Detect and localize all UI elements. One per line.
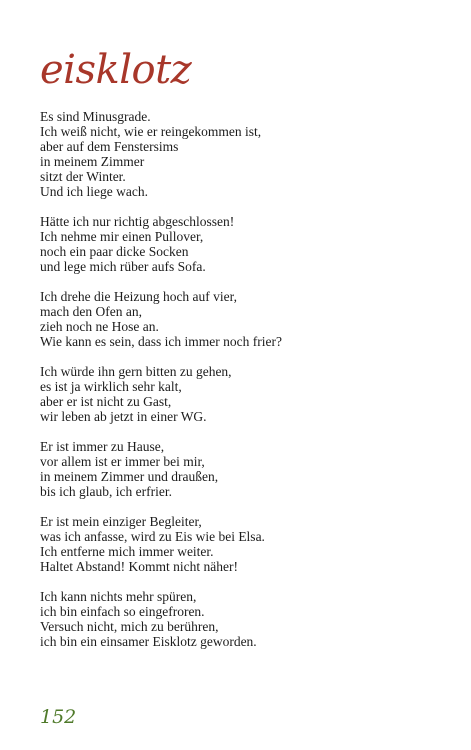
- poem-line: aber auf dem Fenstersims: [40, 139, 179, 154]
- poem-line: Versuch nicht, mich zu berühren,: [40, 619, 219, 634]
- poem-line: Wie kann es sein, dass ich immer noch frier?: [40, 334, 282, 349]
- stanza-7: [40, 589, 460, 649]
- poem-title: eisklotz: [40, 47, 192, 93]
- poem-line: Ich weiß nicht, wie er reingekommen ist,: [40, 124, 262, 139]
- stanza-3: [40, 289, 460, 349]
- poem-line: noch ein paar dicke Socken: [40, 244, 189, 259]
- poem-line: sitzt der Winter.: [40, 169, 126, 184]
- stanza-6: [40, 514, 460, 574]
- poem-line: es ist ja wirklich sehr kalt,: [40, 379, 182, 394]
- poem-line: Er ist immer zu Hause,: [40, 439, 165, 454]
- poem-line: in meinem Zimmer und draußen,: [40, 469, 219, 484]
- poem-line: und lege mich rüber aufs Sofa.: [40, 259, 206, 274]
- page-number: 152: [40, 706, 77, 728]
- poem-line: Er ist mein einziger Begleiter,: [40, 514, 202, 529]
- poem-line: vor allem ist er immer bei mir,: [40, 454, 205, 469]
- stanza-4: [40, 364, 460, 424]
- stanza-5: [40, 439, 460, 499]
- poem-line: Ich nehme mir einen Pullover,: [40, 229, 204, 244]
- poem-line: Hätte ich nur richtig abgeschlossen!: [40, 214, 235, 229]
- stanza-2: [40, 214, 460, 274]
- stanza-1: [40, 109, 460, 199]
- poem-line: ich bin einfach so eingefroren.: [40, 604, 205, 619]
- poem-line: Ich drehe die Heizung hoch auf vier,: [40, 289, 237, 304]
- poem-line: bis ich glaub, ich erfrier.: [40, 484, 172, 499]
- poem-line: aber er ist nicht zu Gast,: [40, 394, 172, 409]
- poem-line: Ich entferne mich immer weiter.: [40, 544, 214, 559]
- poem-line: Haltet Abstand! Kommt nicht näher!: [40, 559, 238, 574]
- poem-line: zieh noch ne Hose an.: [40, 319, 159, 334]
- poem-line: Und ich liege wach.: [40, 184, 148, 199]
- poem-line: Ich würde ihn gern bitten zu gehen,: [40, 364, 232, 379]
- poem-line: in meinem Zimmer: [40, 154, 145, 169]
- poem-line: was ich anfasse, wird zu Eis wie bei Elsa.: [40, 529, 265, 544]
- poem-line: Ich kann nichts mehr spüren,: [40, 589, 197, 604]
- poem-line: mach den Ofen an,: [40, 304, 142, 319]
- poem-line: wir leben ab jetzt in einer WG.: [40, 409, 207, 424]
- poem-line: ich bin ein einsamer Eisklotz geworden.: [40, 634, 257, 649]
- poem-line: Es sind Minusgrade.: [40, 109, 151, 124]
- poem-body: [40, 109, 460, 664]
